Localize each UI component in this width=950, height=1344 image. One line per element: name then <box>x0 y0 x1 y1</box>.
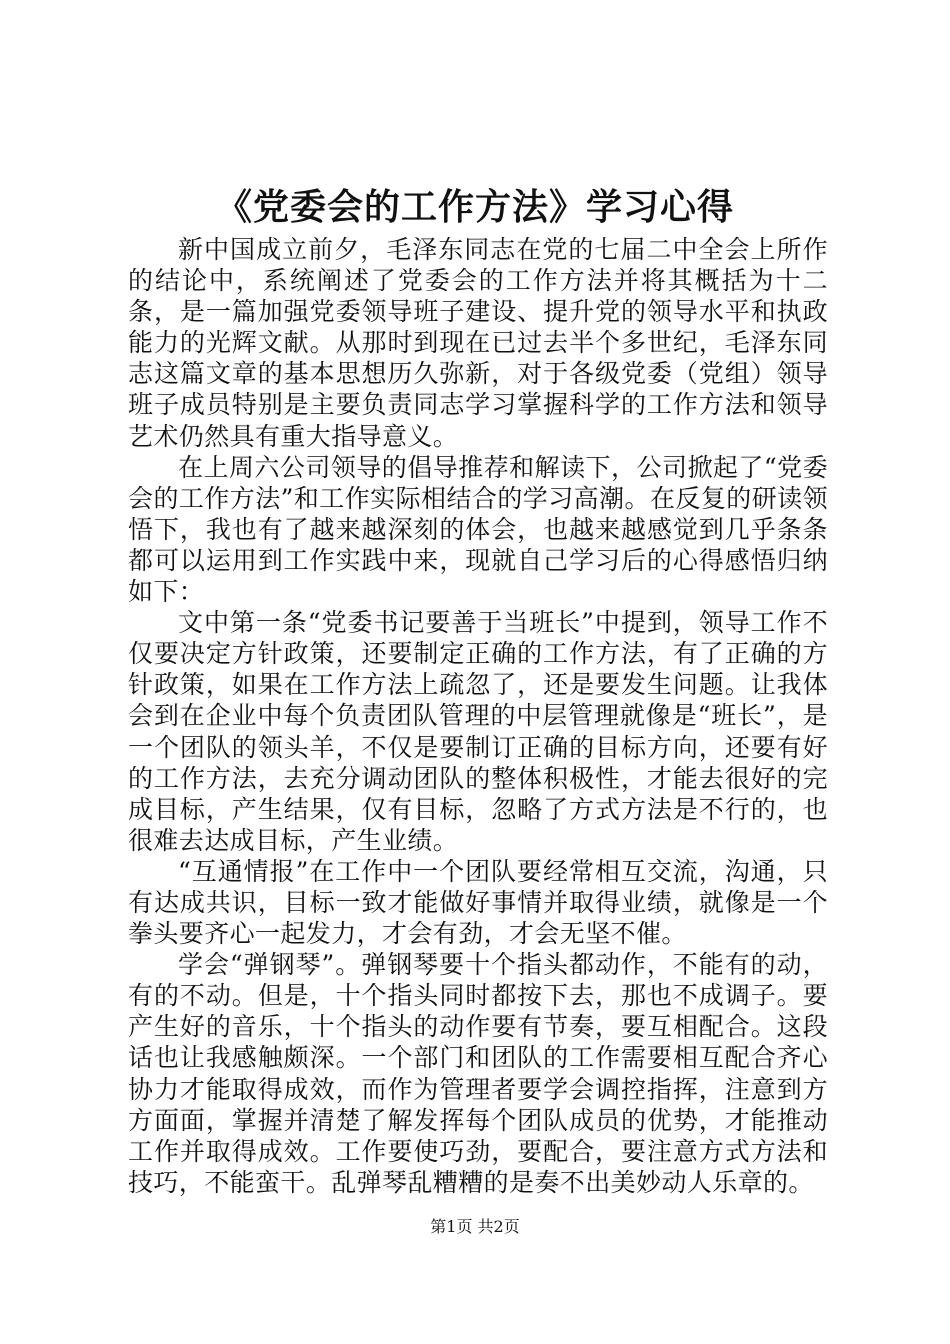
document-title: 《党委会的工作方法》学习心得 <box>215 187 734 228</box>
paragraph: 在上周六公司领导的倡导推荐和解读下，公司掀起了“党委会的工作方法”和工作实际相结合的学习高潮。在反复的研读领悟下，我也有了越来越深刻的体会，也越来越感觉到几乎条条都可以运用到工作实践中来，现就自己学习后的心得感悟归纳如下： <box>128 452 828 607</box>
paragraph: 新中国成立前夕，毛泽东同志在党的七届二中全会上所作的结论中，系统阐述了党委会的工作方法并将其概括为十二条，是一篇加强党委领导班子建设、提升党的领导水平和执政能力的光辉文献。从那时到现在已过去半个多世纪，毛泽东同志这篇文章的基本思想历久弥新，对于各级党委（党组）领导班子成员特别是主要负责同志学习掌握科学的工作方法和领导艺术仍然具有重大指导意义。 <box>128 235 828 451</box>
page-number-footer: 第1页 共2页 <box>430 1217 520 1236</box>
paragraph: “互通情报”在工作中一个团队要经常相互交流，沟通，只有达成共识，目标一致才能做好事情并取得业绩，就像是一个拳头要齐心一起发力，才会有劲，才会无坚不催。 <box>128 856 828 949</box>
document-body <box>128 234 828 1198</box>
paragraph: 学会“弹钢琴”。弹钢琴要十个指头都动作，不能有的动，有的不动。但是，十个指头同时都按下去，那也不成调子。要产生好的音乐，十个指头的动作要有节奏，要互相配合。这段话也让我感触颇深。一个部门和团队的工作需要相互配合齐心协力才能取得成效，而作为管理者要学会调控指挥，注意到方方面面，掌握并清楚了解发挥每个团队成员的优势，才能推动工作并取得成效。工作要使巧劲，要配合，要注意方式方法和技巧，不能蛮干。乱弹琴乱糟糟的是奏不出美妙动人乐章的。 <box>128 950 828 1197</box>
paragraph: 文中第一条“党委书记要善于当班长”中提到，领导工作不仅要决定方针政策，还要制定正确的工作方法，有了正确的方针政策，如果在工作方法上疏忽了，还是要发生问题。让我体会到在企业中每个负责团队管理的中层管理就像是“班长”，是一个团队的领头羊，不仅是要制订正确的目标方向，还要有好的工作方法，去充分调动团队的整体积极性，才能去很好的完成目标，产生结果，仅有目标，忽略了方式方法是不行的，也很难去达成目标，产生业绩。 <box>128 608 828 855</box>
